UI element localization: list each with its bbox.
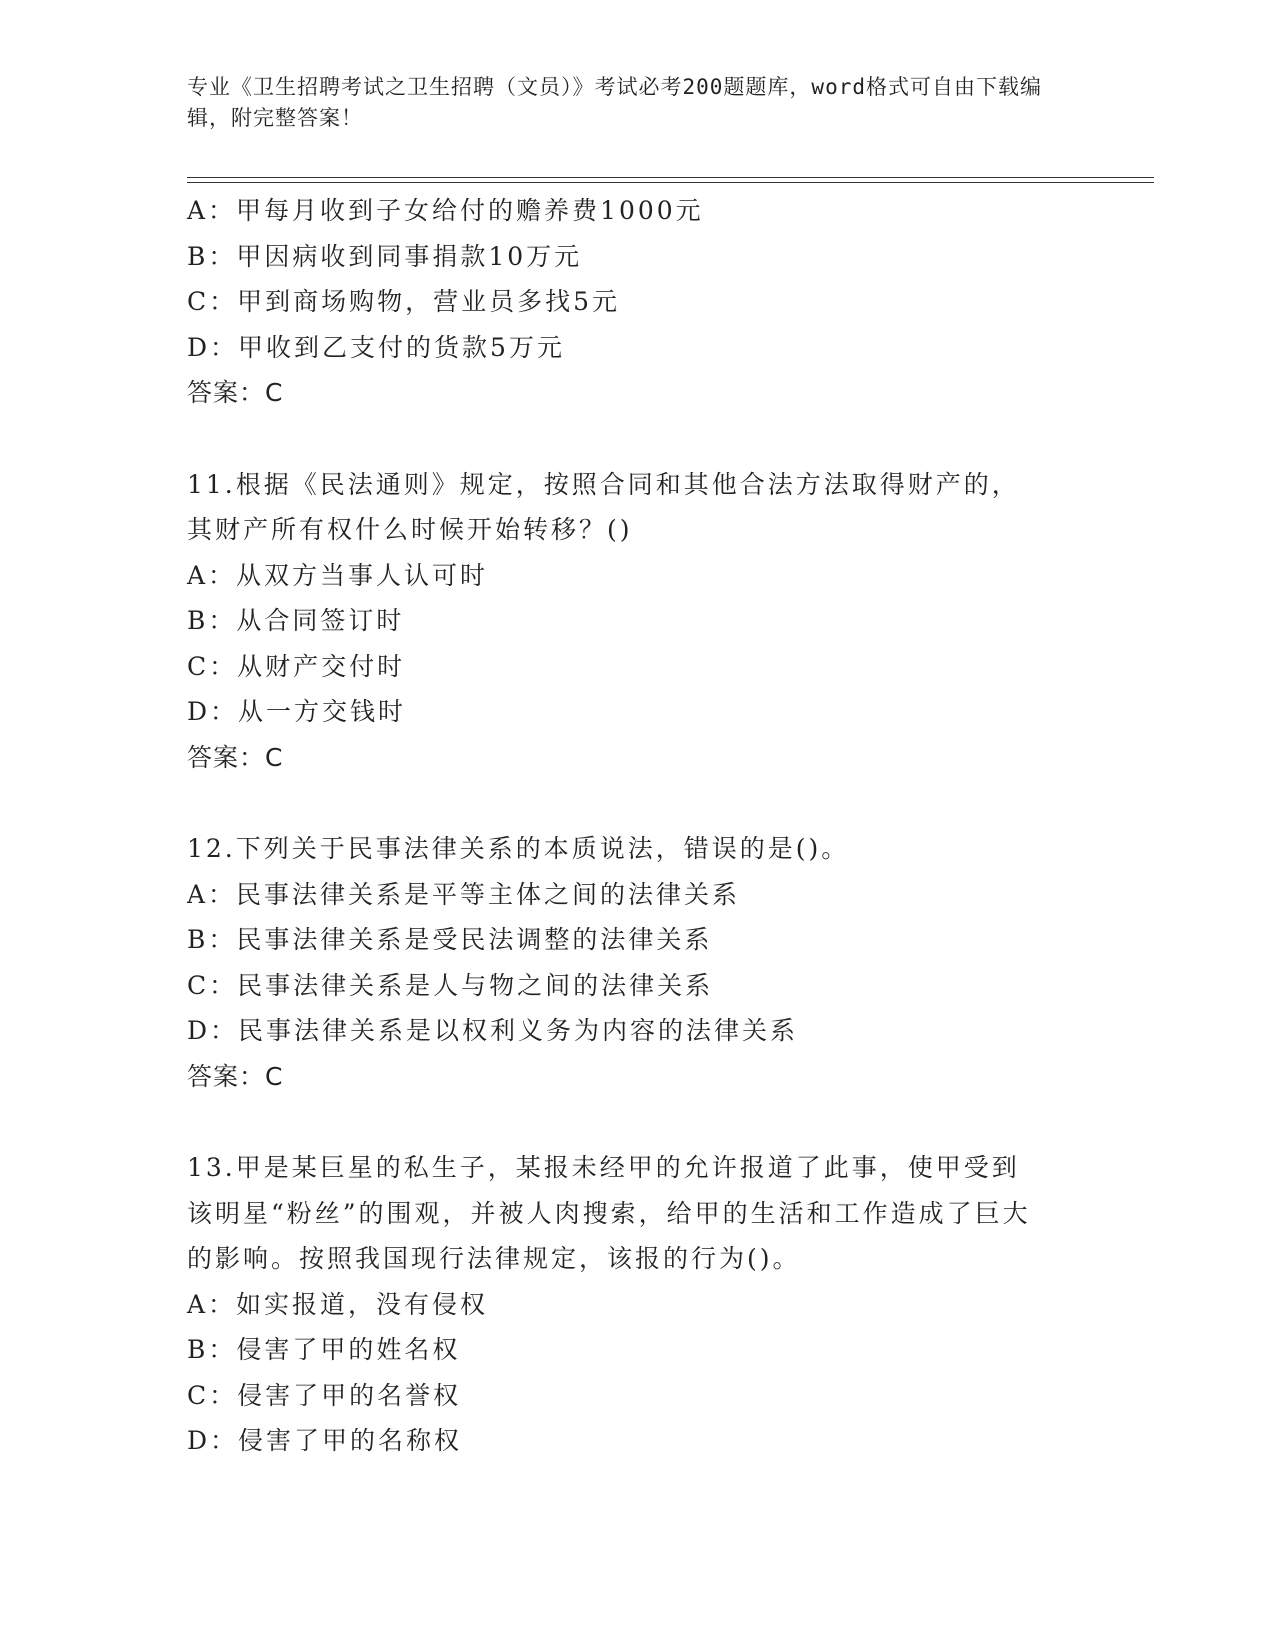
option-a: A：从双方当事人认可时 bbox=[187, 560, 489, 590]
question-10 bbox=[187, 188, 1087, 416]
option-a: A：甲每月收到子女给付的赡养费1000元 bbox=[187, 196, 704, 225]
option-c: C：侵害了甲的名誉权 bbox=[187, 1380, 462, 1410]
option-d: D：从一方交钱时 bbox=[187, 697, 407, 726]
option-b: B：从合同签订时 bbox=[187, 606, 405, 635]
option-b: B：甲因病收到同事捐款10万元 bbox=[187, 241, 583, 271]
document-header: 专业《卫生招聘考试之卫生招聘（文员）》考试必考200题题库，word格式可自由下载编辑，附完整答案！ bbox=[187, 75, 1042, 130]
option-d: D：民事法律关系是以权利义务为内容的法律关系 bbox=[187, 1016, 799, 1045]
option-a: A：如实报道，没有侵权 bbox=[187, 1289, 489, 1319]
question-12 bbox=[187, 826, 1087, 1099]
option-a: A：民事法律关系是平等主体之间的法律关系 bbox=[187, 879, 741, 909]
option-c: C：从财产交付时 bbox=[187, 651, 406, 681]
question-text: 13.甲是某巨星的私生子，某报未经甲的允许报道了此事，使甲受到该明星“粉丝”的围观，并被人肉搜索，给甲的生活和工作造成了巨大的影响。按照我国现行法律规定，该报的行为()。 bbox=[187, 1153, 1031, 1273]
header-divider-top bbox=[187, 177, 1154, 178]
question-11 bbox=[187, 462, 1087, 781]
option-d: D：侵害了甲的名称权 bbox=[187, 1426, 463, 1455]
option-b: B：民事法律关系是受民法调整的法律关系 bbox=[187, 925, 713, 954]
answer-line: 答案：C bbox=[187, 1061, 284, 1091]
option-c: C：民事法律关系是人与物之间的法律关系 bbox=[187, 970, 714, 1000]
option-c: C：甲到商场购物，营业员多找5元 bbox=[187, 287, 621, 316]
question-text: 11.根据《民法通则》规定，按照合同和其他合法方法取得财产的，其财产所有权什么时候开始转移？() bbox=[187, 469, 1020, 544]
option-d: D：甲收到乙支付的货款5万元 bbox=[187, 332, 565, 362]
answer-line: 答案：C bbox=[187, 378, 284, 407]
header-divider-bottom bbox=[187, 182, 1154, 183]
option-b: B：侵害了甲的姓名权 bbox=[187, 1335, 461, 1364]
question-body bbox=[187, 188, 1087, 1464]
answer-line: 答案：C bbox=[187, 742, 284, 772]
question-text: 12.下列关于民事法律关系的本质说法，错误的是()。 bbox=[187, 834, 850, 863]
question-13 bbox=[187, 1145, 1087, 1464]
